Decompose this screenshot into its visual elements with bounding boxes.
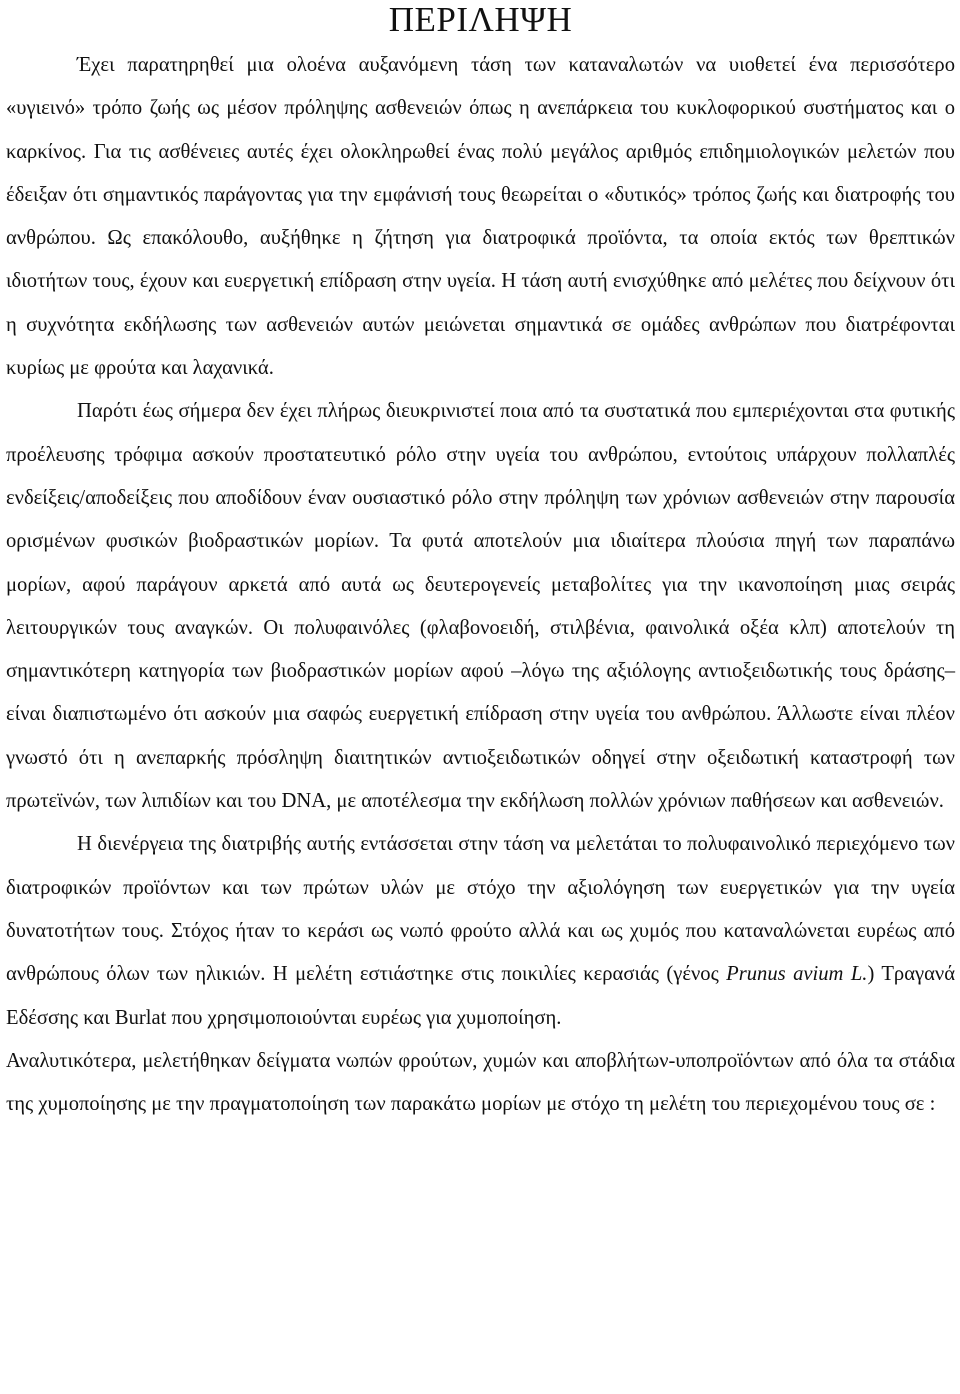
paragraph-methods: Αναλυτικότερα, μελετήθηκαν δείγματα νωπών φρούτων, χυμών και αποβλήτων-υποπροϊόντων από όλα τα στάδια της χυμοποίησης με την πραγματοποίηση των παρακάτω μορίων με στόχο τη μελέτη του περιεχομένου τους σε :	[6, 1049, 955, 1116]
document-title: ΠΕΡΙΛΗΨΗ	[388, 0, 573, 39]
paragraph-thesis-aim-text-start: Η διενέργεια της διατριβής αυτής εντάσσεται στην τάση να μελετάται το πολυφαινολικό περιεχόμενο των διατροφικών προϊόντων και των πρώτων υλών με στόχο την αξιολόγηση των ευεργετικών για την υγεία δυνατοτήτων τους. Στόχος ήταν το κεράσι ως νωπό φρούτο αλλά και ως χυμός που καταναλώνεται ευρέως από ανθρώπους όλων των ηλικιών. Η μελέτη εστιάστηκε στις ποικιλίες κερασιάς (γένος	[6, 833, 955, 986]
paragraph-thesis-aim-text-end: ) Τραγανά Εδέσσης και Burlat που χρησιμοποιούνται ευρέως για χυμοποίηση.	[6, 963, 955, 1029]
paragraph-thesis-aim	[6, 823, 955, 1039]
paragraph-intro: Έχει παρατηρηθεί μια ολοένα αυξανόμενη τάση των καταναλωτών να υιοθετεί ένα περισσότερο «υγιεινό» τρόπο ζωής ως μέσον πρόληψης ασθενειών όπως η ανεπάρκεια του κυκλοφορικού συστήματος και ο καρκίνος. Για τις ασθένειες αυτές έχει ολοκληρωθεί ένας πολύ μεγάλος αριθμός επιδημιολογικών μελετών που έδειξαν ότι σημαντικός παράγοντας για την εμφάνισή τους θεωρείται ο «δυτικός» τρόπος ζωής και διατροφής του ανθρώπου. Ως επακόλουθο, αυξήθηκε η ζήτηση για διατροφικά προϊόντα, τα οποία εκτός των θρεπτικών ιδιοτήτων τους, έχουν και ευεργετική επίδραση στην υγεία. Η τάση αυτή ενισχύθηκε από μελέτες που δείχνουν ότι η συχνότητα εκδήλωσης των ασθενειών αυτών μειώνεται σημαντικά σε ομάδες ανθρώπων που διατρέφονται κυρίως με φρούτα και λαχανικά.	[6, 54, 955, 380]
species-name: Prunus avium L.	[726, 963, 868, 986]
paragraph-bioactive-compounds: Παρότι έως σήμερα δεν έχει πλήρως διευκρινιστεί ποια από τα συστατικά που εμπεριέχονται στα φυτικής προέλευσης τρόφιμα ασκούν προστατευτικό ρόλο στην υγεία του ανθρώπου, εντούτοις υπάρχουν πολλαπλές ενδείξεις/αποδείξεις που αποδίδουν έναν ουσιαστικό ρόλο στην πρόληψη των χρόνιων ασθενειών στην παρουσία ορισμένων φυσικών βιοδραστικών μορίων. Τα φυτά αποτελούν μια ιδιαίτερα πλούσια πηγή των παραπάνω μορίων, αφού παράγουν αρκετά από αυτά ως δευτερογενείς μεταβολίτες για την ικανοποίηση μιας σειράς λειτουργικών τους αναγκών. Οι πολυφαινόλες (φλαβονοειδή, στιλβένια, φαινολικά οξέα κλπ) αποτελούν τη σημαντικότερη κατηγορία των βιοδραστικών μορίων αφού –λόγω της αξιόλογης αντιοξειδωτικής τους δράσης– είναι διαπιστωμένο ότι ασκούν μια σαφώς ευεργετική επίδραση στην υγεία του ανθρώπου. Άλλωστε είναι πλέον γνωστό ότι η ανεπαρκής πρόσληψη διαιτητικών αντιοξειδωτικών οδηγεί στην οξειδωτική καταστροφή των πρωτεϊνών, των λιπιδίων και του DNA, με αποτέλεσμα την εκδήλωση πολλών χρόνιων παθήσεων και ασθενειών.	[6, 400, 955, 813]
